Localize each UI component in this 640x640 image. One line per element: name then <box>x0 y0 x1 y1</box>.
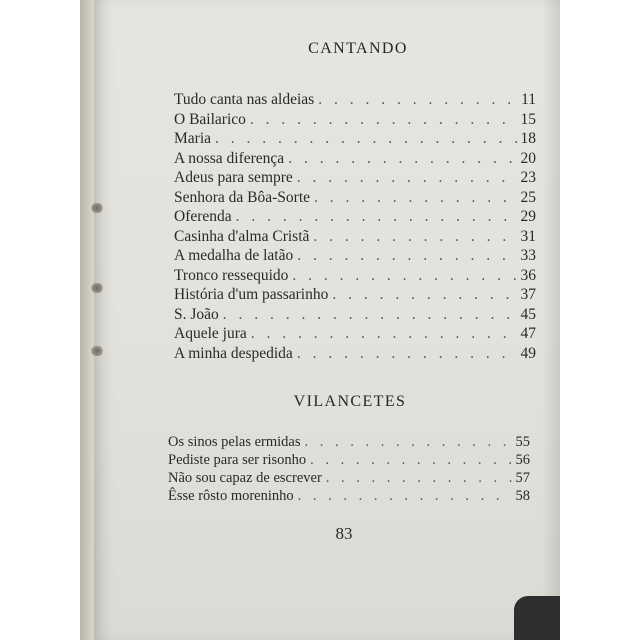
dot-leader <box>288 266 518 286</box>
toc-entry-title: Aquele jura <box>174 325 247 342</box>
toc-entry-title: O Bailarico <box>174 110 246 128</box>
toc-entry-page: 55 <box>515 434 530 450</box>
toc-entry-page: 57 <box>515 470 530 486</box>
toc-entry-title: Não sou capaz de escrever <box>168 470 322 486</box>
toc-entry-page: 36 <box>520 266 536 284</box>
toc-entry <box>174 90 536 110</box>
dot-leader <box>306 451 512 469</box>
toc-entry <box>174 285 536 305</box>
toc-entry-title: Adeus para sempre <box>174 169 293 186</box>
toc-entry <box>174 266 536 286</box>
toc-entry <box>168 433 530 451</box>
dot-leader <box>219 305 518 325</box>
toc-entry-page: 45 <box>520 305 536 323</box>
toc-entry-page: 29 <box>520 208 536 225</box>
dot-leader <box>310 188 518 208</box>
toc-entry-title: Os sinos pelas ermidas <box>168 434 301 450</box>
dot-leader <box>309 227 518 247</box>
dot-leader <box>328 285 518 305</box>
section-heading-cantando: CANTANDO <box>308 40 408 57</box>
toc-entry-title: Tudo canta nas aldeias <box>174 91 315 108</box>
toc-entry <box>174 324 536 344</box>
toc-entry <box>174 188 536 208</box>
toc-entry-title: S. João <box>174 305 219 323</box>
dot-leader <box>247 324 518 344</box>
section-heading-vilancetes: VILANCETES <box>293 393 407 410</box>
toc-entry-title: Pediste para ser risonho <box>168 452 307 468</box>
binding-stitch <box>90 346 104 356</box>
toc-entry-page: 20 <box>520 149 536 167</box>
toc-entry-page: 25 <box>520 188 536 206</box>
toc-entry-page: 47 <box>520 325 536 342</box>
toc-entry-title: Oferenda <box>174 208 232 225</box>
toc-entry-page: 15 <box>520 110 536 128</box>
toc-list-cantando <box>174 90 536 363</box>
dot-leader <box>232 207 518 227</box>
toc-entry-title: A nossa diferença <box>174 149 285 167</box>
toc-entry-page: 49 <box>520 344 536 362</box>
toc-entry <box>174 110 536 130</box>
dot-leader <box>294 487 512 505</box>
toc-entry-page: 31 <box>520 227 536 245</box>
toc-entry-title: Senhora da Bôa-Sorte <box>174 188 311 206</box>
page-shadow <box>542 0 560 640</box>
toc-entry-page: 33 <box>520 247 536 264</box>
toc-entry-title: A minha despedida <box>174 344 293 362</box>
toc-entry <box>174 129 536 149</box>
binding-stitch <box>90 203 104 213</box>
toc-entry <box>174 227 536 247</box>
toc-entry-page: 18 <box>520 130 536 147</box>
toc-entry <box>168 469 530 487</box>
toc-entry-page: 23 <box>520 169 536 186</box>
dot-leader <box>314 90 518 110</box>
toc-entry-page: 11 <box>521 91 536 108</box>
dot-leader <box>301 433 513 451</box>
toc-entry-title: Casinha d'alma Cristã <box>174 227 310 245</box>
corner-shadow <box>514 596 560 640</box>
toc-entry-page: 58 <box>515 488 530 504</box>
toc-entry <box>174 246 536 266</box>
binding-stitch <box>90 283 104 293</box>
toc-entry-title: Tronco ressequido <box>174 266 289 284</box>
toc-entry <box>168 487 530 505</box>
toc-entry-title: História d'um passarinho <box>174 286 329 303</box>
toc-entry <box>174 207 536 227</box>
dot-leader <box>293 168 518 188</box>
page-number: 83 <box>335 524 353 543</box>
toc-entry-title: Maria <box>174 130 212 147</box>
toc-entry-title: Êsse rôsto moreninho <box>168 488 294 504</box>
dot-leader <box>211 129 518 149</box>
toc-entry <box>174 305 536 325</box>
toc-entry-page: 56 <box>515 452 530 468</box>
dot-leader <box>284 149 518 169</box>
toc-entry-page: 37 <box>520 286 536 303</box>
dot-leader <box>246 110 518 130</box>
dot-leader <box>293 246 518 266</box>
dot-leader <box>293 344 518 364</box>
toc-entry <box>174 149 536 169</box>
toc-entry <box>174 344 536 364</box>
toc-entry-title: A medalha de latão <box>174 247 294 264</box>
toc-entry <box>174 168 536 188</box>
toc-list-vilancetes <box>168 433 530 505</box>
dot-leader <box>322 469 512 487</box>
toc-entry <box>168 451 530 469</box>
